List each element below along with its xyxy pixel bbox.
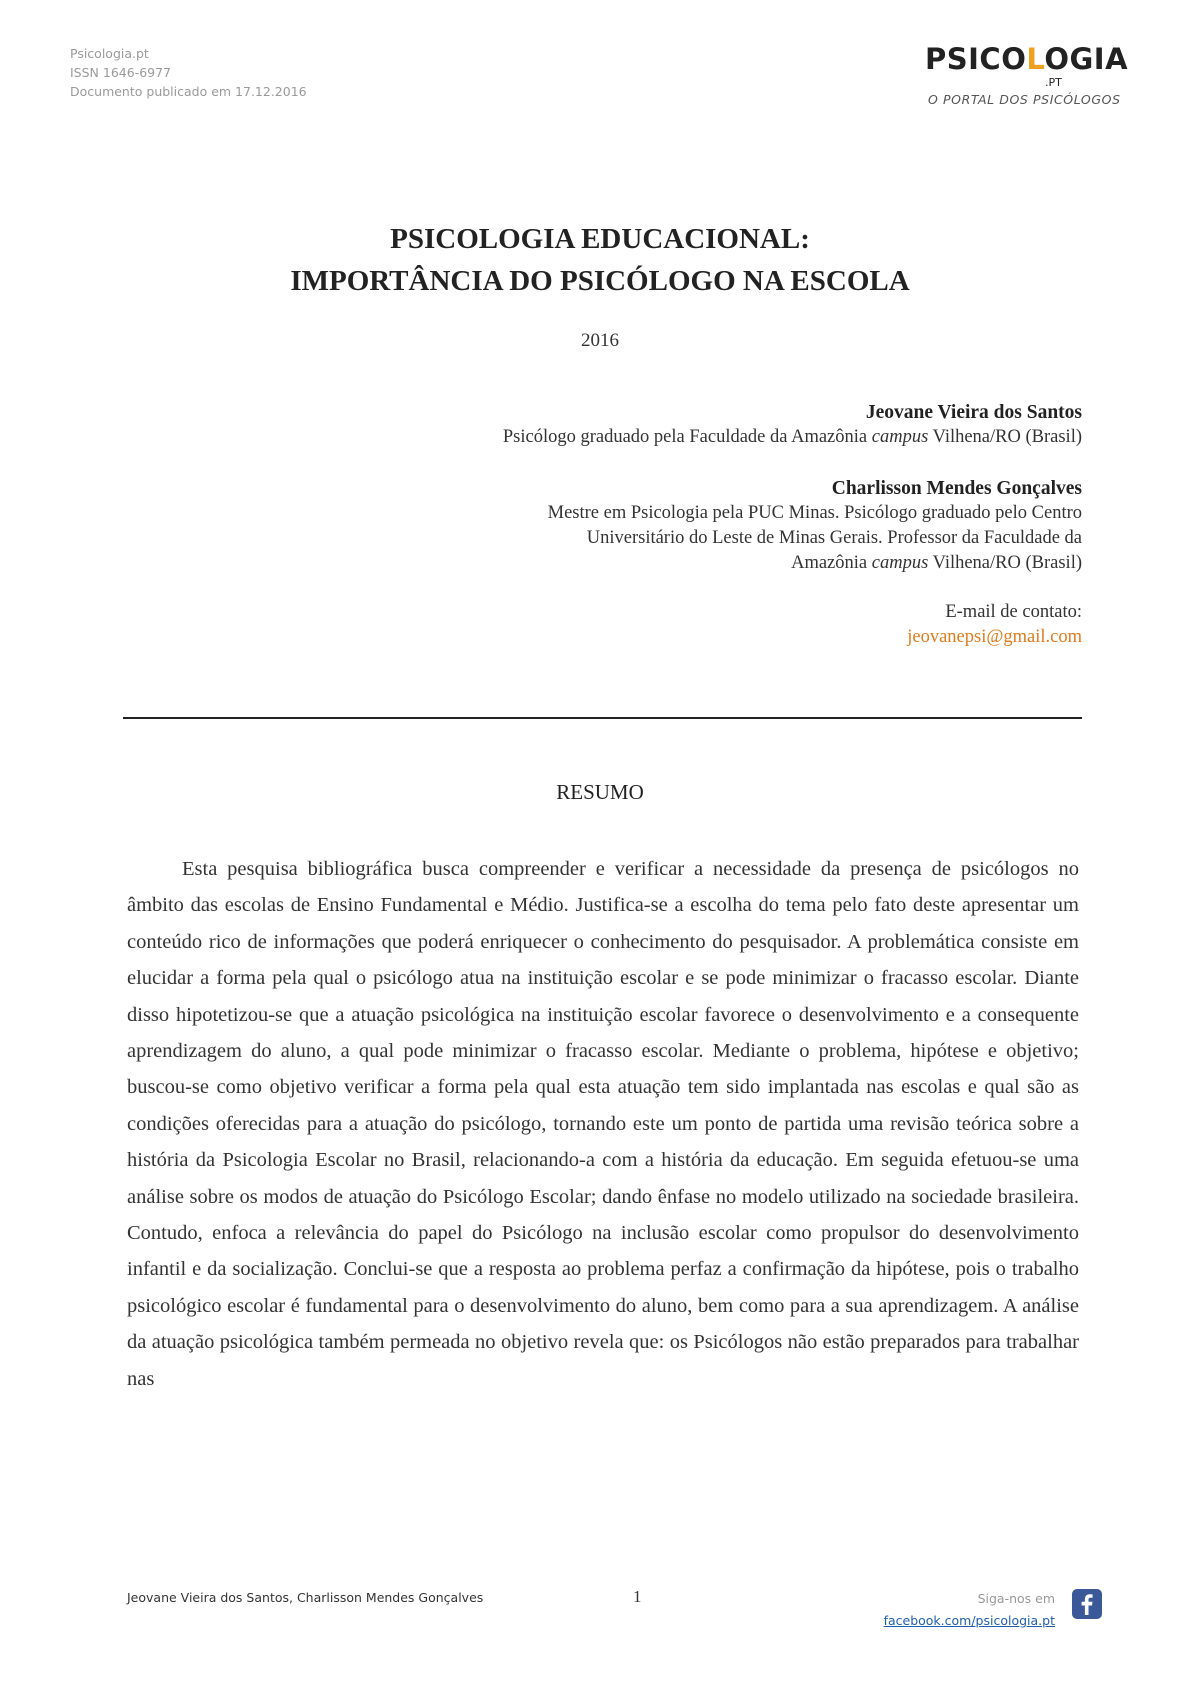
author-affiliation: Psicólogo graduado pela Faculdade da Amazônia campus Vilhena/RO (Brasil) (502, 427, 1082, 447)
author-affiliation-line: Mestre em Psicologia pela PUC Minas. Psicólogo graduado pelo Centro (547, 503, 1082, 523)
footer-authors: Jeovane Vieira dos Santos, Charlisson Mendes Gonçalves (127, 1590, 484, 1605)
facebook-icon[interactable] (1072, 1589, 1102, 1619)
author-affiliation-line: Universitário do Leste de Minas Gerais. Professor da Faculdade da (586, 528, 1082, 548)
psicologia-logo[interactable] (925, 42, 1129, 114)
logo-accent-letter: L (1026, 42, 1045, 76)
facebook-link[interactable]: facebook.com/psicologia.pt (883, 1613, 1055, 1628)
author-affiliation-line: Amazônia campus Vilhena/RO (Brasil) (791, 553, 1082, 573)
site-name: Psicologia.pt (70, 46, 149, 61)
author-name: Jeovane Vieira dos Santos (865, 402, 1082, 423)
publication-date: Documento publicado em 17.12.2016 (70, 84, 307, 99)
publication-year: 2016 (581, 330, 619, 351)
follow-label: Siga-nos em (977, 1591, 1055, 1606)
issn: ISSN 1646-6977 (70, 65, 172, 80)
title-line-1: PSICOLOGIA EDUCACIONAL: (390, 223, 810, 255)
section-divider (123, 717, 1082, 719)
document-meta (70, 44, 307, 101)
author-name: Charlisson Mendes Gonçalves (831, 478, 1082, 499)
page-number: 1 (633, 1587, 642, 1606)
logo-tagline: O PORTAL DOS PSICÓLOGOS (928, 92, 1121, 107)
author-block-1 (503, 400, 1082, 450)
contact-label: E-mail de contato: (945, 602, 1082, 622)
logo-suffix: .PT (1045, 76, 1062, 89)
follow-block (884, 1588, 1055, 1632)
paper-title (0, 218, 1200, 302)
abstract-heading: RESUMO (556, 780, 644, 804)
logo-wordmark: PSICOLOGIA (925, 42, 1129, 76)
author-block-2 (548, 476, 1082, 576)
contact-email-link[interactable]: jeovanepsi@gmail.com (907, 627, 1082, 647)
contact-block (907, 600, 1082, 650)
abstract-body: Esta pesquisa bibliográfica busca compreender e verificar a necessidade da presença de psicólogos no âmbito das escolas de Ensino Fundamental e Médio. Justifica-se a escolha do tema pelo fato deste apresentar um conteúdo rico de informações que poderá enriquecer o conhecimento do pesquisador. A problemática consiste em elucidar a forma pela qual o psicólogo atua na instituição escolar e se pode minimizar o fracasso escolar. Diante disso hipotetizou-se que a atuação psicológica na instituição escolar favorece o desenvolvimento e a consequente aprendizagem do aluno, a qual pode minimizar o fracasso escolar. Mediante o problema, hipótese e objetivo; buscou-se como objetivo verificar a forma pela qual esta atuação tem sido implantada nas escolas e qual são as condições oferecidas para a atuação do psicólogo, tornando este um ponto de partida uma revisão teórica sobre a história da Psicologia Escolar no Brasil, relacionando-a com a história da educação. Em seguida efetuou-se uma análise sobre os modos de atuação do Psicólogo Escolar; dando ênfase no modelo utilizado na sociedade brasileira. Contudo, enfoca a relevância do papel do Psicólogo na inclusão escolar como propulsor do desenvolvimento infantil e da socialização. Conclui-se que a resposta ao problema perfaz a confirmação da hipótese, pois o trabalho psicológico escolar é fundamental para o desenvolvimento do aluno, bem como para a sua aprendizagem. A análise da atuação psicológica também permeada no objetivo revela que: os Psicólogos não estão preparados para trabalhar nas (127, 858, 1079, 1390)
title-line-2: IMPORTÂNCIA DO PSICÓLOGO NA ESCOLA (290, 265, 910, 297)
